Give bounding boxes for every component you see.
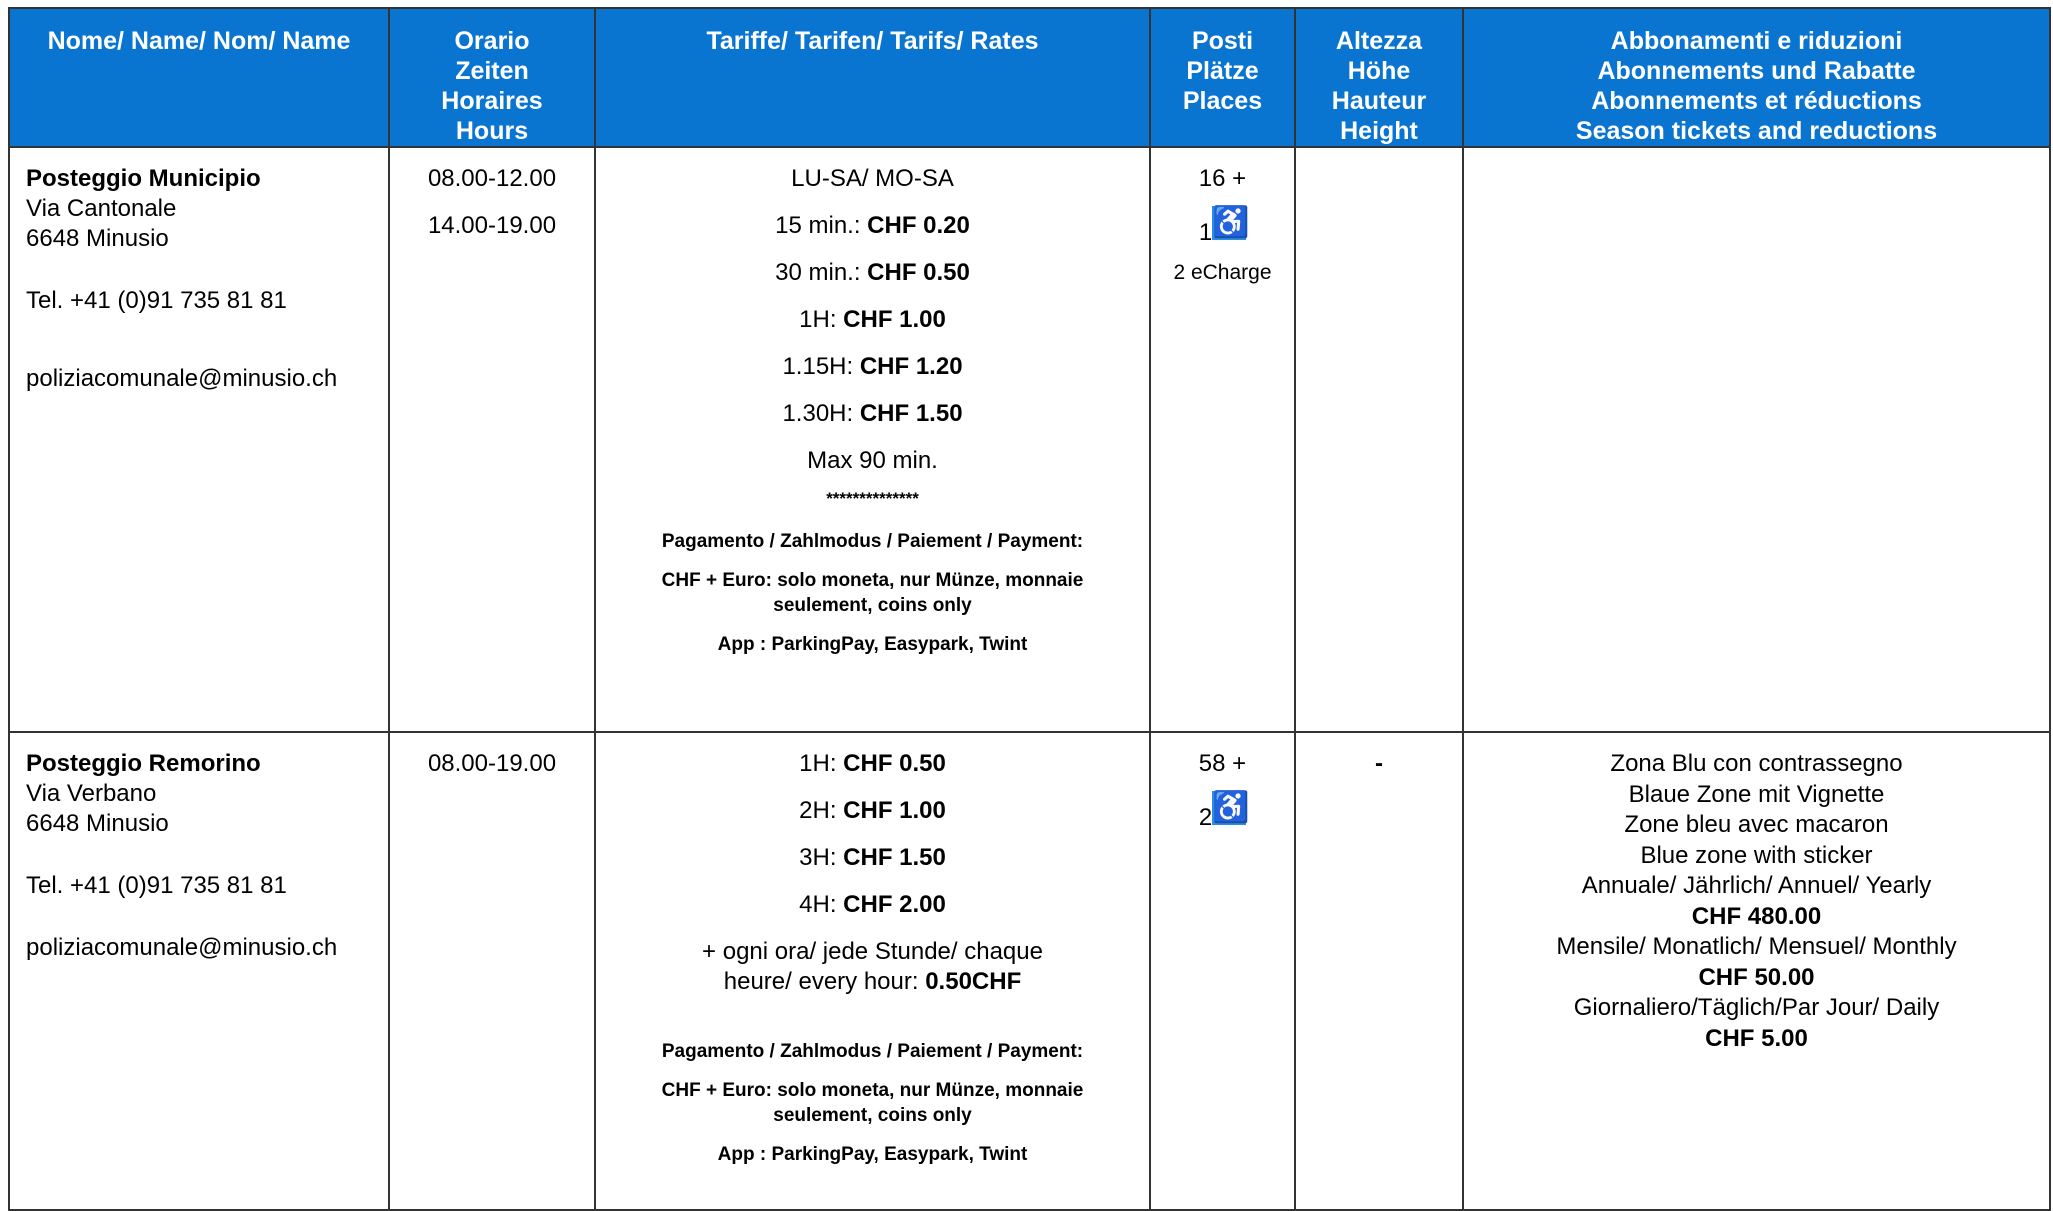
season-line: Blaue Zone mit Vignette <box>1628 780 1885 808</box>
season-line: Zona Blu con contrassegno <box>1610 750 1903 777</box>
table-row <box>9 147 2050 732</box>
season-price: CHF 5.00 <box>1705 1024 1808 1052</box>
rate-days: LU-SA/ MO-SA <box>791 165 954 192</box>
rate-label: 1.15H: <box>782 353 860 380</box>
rate-label: 3H: <box>799 844 844 871</box>
city: 6648 Minusio <box>26 225 169 252</box>
rate-extra-price: 0.50CHF <box>925 968 1022 995</box>
header-rates <box>595 8 1150 147</box>
rate-price: CHF 1.00 <box>843 306 946 333</box>
echarge-count: 2 eCharge <box>1173 261 1272 284</box>
rate-line <box>596 258 1149 288</box>
rate-label: 1H: <box>799 306 844 333</box>
season-cell <box>1463 147 2050 732</box>
disabled-places <box>1151 791 1294 833</box>
header-line: Altezza <box>1335 27 1423 55</box>
rate-price: CHF 0.50 <box>867 259 970 286</box>
rate-line <box>596 890 1149 920</box>
header-line: Abonnements et réductions <box>1591 87 1922 115</box>
rates-cell <box>595 147 1150 732</box>
telephone: Tel. +41 (0)91 735 81 81 <box>26 287 287 314</box>
rate-label: 1.30H: <box>782 400 860 427</box>
hours-range: 08.00-19.00 <box>427 750 557 777</box>
header-line: Height <box>1340 117 1418 145</box>
header-line: Posti <box>1191 27 1254 55</box>
height-cell <box>1295 147 1463 732</box>
header-line: Places <box>1182 87 1263 115</box>
rate-max: Max 90 min. <box>807 447 938 474</box>
height-cell: - <box>1295 732 1463 1210</box>
name-cell <box>9 732 389 1210</box>
hours-cell <box>389 732 595 1210</box>
parking-name: Posteggio Municipio <box>26 165 261 192</box>
disabled-places <box>1151 206 1294 248</box>
places-count: 16 + <box>1198 165 1247 192</box>
hours-range: 14.00-19.00 <box>427 212 557 239</box>
header-hours <box>389 8 595 147</box>
places-count: 58 + <box>1198 750 1247 777</box>
wheelchair-icon: ♿ <box>1212 206 1250 239</box>
wheelchair-icon: ♿ <box>1212 791 1250 824</box>
season-line: Giornaliero/Täglich/Par Jour/ Daily <box>1573 994 1940 1021</box>
header-row <box>9 8 2050 147</box>
rate-label: 4H: <box>799 891 844 918</box>
season-price: CHF 50.00 <box>1698 963 1815 991</box>
header-line: Tariffe/ Tarifen/ Tarifs/ Rates <box>706 27 1039 55</box>
rate-line <box>596 305 1149 335</box>
rate-label: 2H: <box>799 797 844 824</box>
season-line: Mensile/ Monatlich/ Mensuel/ Monthly <box>1556 933 1957 960</box>
name-cell <box>9 147 389 732</box>
header-line: Höhe <box>1347 57 1411 85</box>
payment-title: Pagamento / Zahlmodus / Paiement / Payment: <box>661 1041 1084 1062</box>
season-line: Annuale/ Jährlich/ Annuel/ Yearly <box>1581 872 1932 899</box>
telephone: Tel. +41 (0)91 735 81 81 <box>26 872 287 899</box>
payment-app: App : ParkingPay, Easypark, Twint <box>717 1144 1028 1165</box>
rate-line <box>596 843 1149 873</box>
rate-price: CHF 1.00 <box>843 797 946 824</box>
parking-name: Posteggio Remorino <box>26 750 261 777</box>
header-line: Hauteur <box>1331 87 1427 115</box>
rate-line <box>596 749 1149 779</box>
rate-label: 30 min.: <box>775 259 868 286</box>
rate-line <box>596 399 1149 429</box>
payment-coins: CHF + Euro: solo moneta, nur Münze, monnaie seulement, coins only <box>661 570 1084 616</box>
payment-title: Pagamento / Zahlmodus / Paiement / Payment: <box>661 531 1084 552</box>
season-line: Blue zone with sticker <box>1640 841 1873 869</box>
header-height <box>1295 8 1463 147</box>
places-cell <box>1150 147 1295 732</box>
disabled-count: 2 <box>1198 804 1213 831</box>
header-name <box>9 8 389 147</box>
header-places <box>1150 8 1295 147</box>
rate-price: CHF 0.20 <box>867 212 970 239</box>
header-line: Abbonamenti e riduzioni <box>1610 27 1903 55</box>
rate-extra-label: + ogni ora/ jede Stunde/ chaque heure/ every hour: <box>702 938 1043 995</box>
street: Via Cantonale <box>26 195 177 222</box>
header-line: Hours <box>455 117 529 145</box>
rate-line <box>596 352 1149 382</box>
email-link[interactable]: poliziacomunale@minusio.ch <box>26 934 338 961</box>
rate-line <box>596 796 1149 826</box>
header-line: Season tickets and reductions <box>1575 117 1938 145</box>
rate-price: CHF 1.20 <box>859 353 963 380</box>
header-line: Plätze <box>1186 57 1259 85</box>
rate-label: 15 min.: <box>775 212 868 239</box>
season-cell <box>1463 732 2050 1210</box>
rate-price: CHF 1.50 <box>843 844 946 871</box>
payment-coins: CHF + Euro: solo moneta, nur Münze, monnaie seulement, coins only <box>661 1080 1084 1126</box>
rate-price: CHF 2.00 <box>843 891 946 918</box>
rate-label: 1H: <box>799 750 844 777</box>
season-price: CHF 480.00 <box>1691 902 1822 930</box>
header-line: Orario <box>454 27 530 55</box>
rates-cell <box>595 732 1150 1210</box>
street: Via Verbano <box>26 780 157 807</box>
header-line: Nome/ Name/ Nom/ Name <box>47 27 351 55</box>
payment-app: App : ParkingPay, Easypark, Twint <box>717 634 1028 655</box>
separator-stars: ************** <box>826 489 919 508</box>
parking-table <box>8 7 2051 1211</box>
season-line: Zone bleu avec macaron <box>1624 811 1889 838</box>
rate-line <box>596 211 1149 241</box>
header-season <box>1463 8 2050 147</box>
places-cell <box>1150 732 1295 1210</box>
hours-cell <box>389 147 595 732</box>
email-link[interactable]: poliziacomunale@minusio.ch <box>26 365 338 392</box>
header-line: Zeiten <box>455 57 529 85</box>
disabled-count: 1 <box>1198 219 1213 246</box>
rate-price: CHF 0.50 <box>843 750 946 777</box>
rate-extra <box>596 937 1149 997</box>
table-row <box>9 732 2050 1210</box>
hours-range: 08.00-12.00 <box>427 165 557 192</box>
city: 6648 Minusio <box>26 810 169 837</box>
header-line: Horaires <box>441 87 543 115</box>
rate-price: CHF 1.50 <box>859 400 963 427</box>
header-line: Abonnements und Rabatte <box>1597 57 1916 85</box>
